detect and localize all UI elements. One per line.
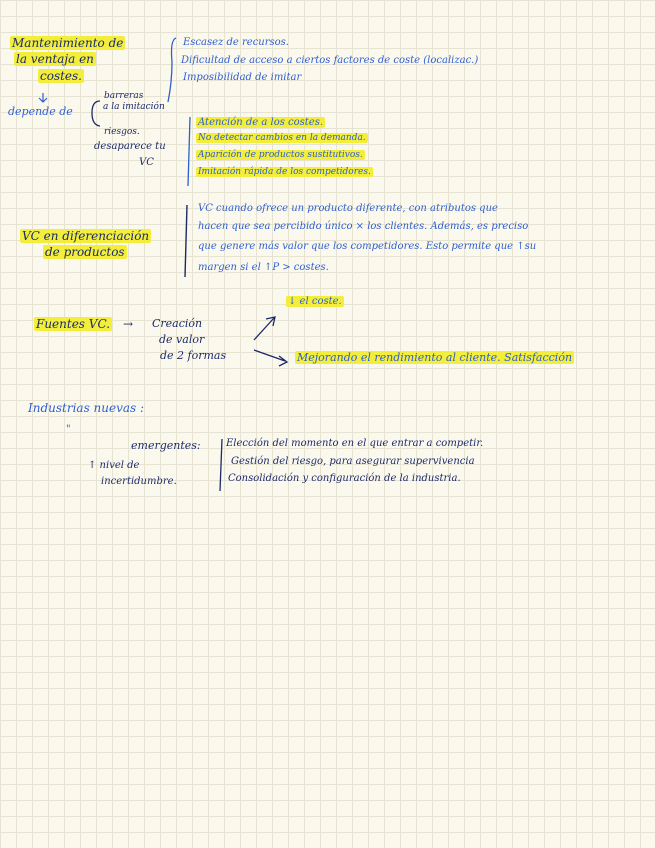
diferenciacion-title-line-1: VC en diferenciación	[22, 229, 150, 243]
riesgos-item: Atención de a los costes.	[198, 117, 324, 128]
diferenciacion-body-line: VC cuando ofrece un producto diferente, con atributos que	[198, 203, 498, 214]
emergentes-item: Gestión del riesgo, para asegurar supervivencia	[231, 456, 475, 467]
creacion-line-3: de 2 formas	[160, 349, 227, 362]
forma-el-coste: ↓ el coste.	[288, 296, 342, 307]
riesgos-label-line-3: VC	[139, 157, 154, 168]
riesgos-label-line-2: desaparece tu	[94, 141, 166, 152]
mantenimiento-title-line-3: costes.	[40, 69, 82, 83]
diferenciacion-body-line: hacen que sea percibido único × los clientes. Además, es preciso	[198, 221, 529, 232]
mantenimiento-title-line-1: Mantenimiento de	[12, 36, 124, 50]
mantenimiento-title-line-2: la ventaja en	[16, 52, 94, 66]
diferenciacion-body-line: que genere más valor que los competidores. Esto permite que ↑su	[198, 241, 537, 252]
riesgos-label-line-1: riesgos.	[104, 127, 140, 137]
emergentes-item: Consolidación y configuración de la industria.	[228, 473, 461, 484]
barreras-item: Imposibilidad de imitar	[183, 72, 302, 83]
depende-de-label: depende de	[8, 105, 73, 118]
arrow-up-right-icon	[254, 317, 275, 340]
brace-barreras-icon	[168, 38, 176, 102]
arrow-down-right-icon	[254, 350, 287, 366]
emergentes-label: emergentes:	[131, 439, 201, 452]
industrias-nuevas-title: Industrias nuevas :	[28, 401, 145, 415]
riesgos-item: Aparición de productos sustitutivos.	[198, 150, 363, 160]
bar-diferenciacion-icon	[185, 205, 187, 277]
barreras-item: Escasez de recursos.	[183, 37, 289, 48]
bar-riesgos-icon	[188, 117, 190, 186]
barreras-label-line-2: a la imitación	[103, 102, 165, 112]
diferenciacion-title-line-2: de productos	[45, 245, 125, 259]
barreras-item: Dificultad de acceso a ciertos factores de coste (localizac.)	[181, 55, 479, 66]
bar-emergentes-icon	[220, 439, 222, 491]
left-brace-icon	[92, 101, 100, 126]
fuentes-vc-label: Fuentes VC.	[36, 317, 111, 331]
riesgos-item: No detectar cambios en la demanda.	[198, 133, 366, 143]
fuentes-arrow-icon: →	[123, 317, 134, 331]
forma-mejorando: Mejorando el rendimiento al cliente. Satisfacción	[297, 351, 573, 364]
nivel-label-line-1: ↑ nivel de	[88, 460, 140, 471]
riesgos-item: Imitación rápida de los competidores.	[198, 167, 371, 177]
ditto-mark: "	[66, 424, 71, 435]
creacion-line-1: Creación	[152, 317, 203, 330]
nivel-label-line-2: incertidumbre.	[101, 476, 177, 487]
diferenciacion-body-line: margen si el ↑P > costes.	[198, 262, 329, 273]
barreras-label-line-1: barreras	[104, 91, 144, 101]
emergentes-item: Elección del momento en el que entrar a competir.	[226, 438, 484, 449]
down-arrow-icon	[39, 93, 47, 102]
creacion-line-2: de valor	[159, 333, 205, 346]
